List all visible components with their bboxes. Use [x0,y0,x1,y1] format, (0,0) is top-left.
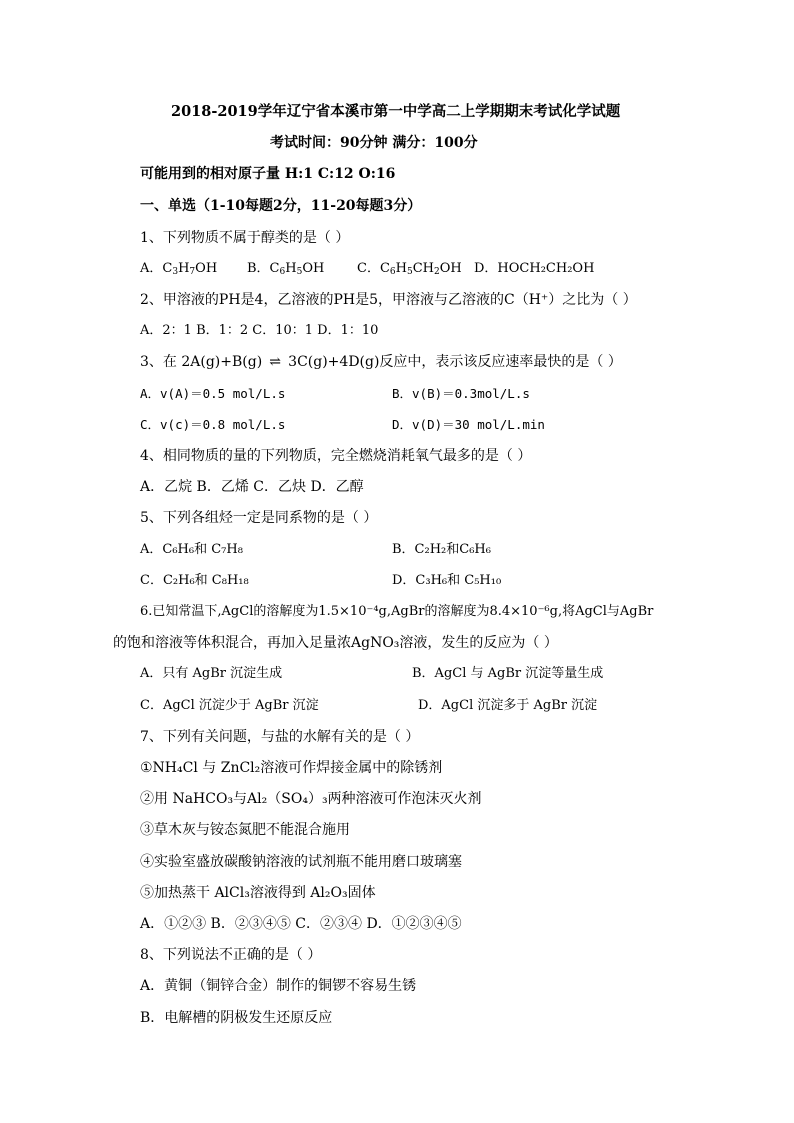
question-7-item-3: ③草木灰与铵态氮肥不能混合施用 [140,822,350,838]
question-7-item-4: ④实验室盛放碳酸钠溶液的试剂瓶不能用磨口玻璃塞 [140,854,462,870]
question-1-option-a: A．$C_3H_7OH$ [140,261,218,277]
question-8-option-b: B．电解槽的阴极发生还原反应 [140,1010,333,1026]
question-1-stem: 1、下列物质不属于醇类的是（ ） [140,230,350,246]
atomic-masses: 可能用到的相对原子量 H:1 C:12 O:16 [140,166,396,182]
question-4-options: A．乙烷 B．乙烯 C．乙炔 D．乙醇 [140,479,364,495]
question-7-item-1: ①NH₄Cl 与 ZnCl₂溶液可作焊接金属中的除锈剂 [140,760,443,776]
question-3-option-a: A．v(A)＝0.5 mol/L.s [140,386,286,401]
question-6-stem-line-2: 的饱和溶液等体积混合，再加入足量浓AgNO₃溶液，发生的反应为（ ） [113,635,558,651]
question-7-stem: 7、下列有关问题，与盐的水解有关的是（ ） [140,729,420,745]
question-6-stem-line-1: 6.已知常温下,AgCl的溶解度为1.5×10⁻⁴g,AgBr的溶解度为8.4×10⁻⁶g,将AgCl与AgBr [140,604,654,619]
question-1-option-b: B．$C_6H_5OH$ [247,261,325,277]
question-4-stem: 4、相同物质的量的下列物质，完全燃烧消耗氧气最多的是（ ） [140,448,532,464]
question-7-item-5: ⑤加热蒸干 AlCl₃溶液得到 Al₂O₃固体 [140,885,376,901]
equilibrium-arrow-icon: ⇌ [269,354,282,370]
question-7-options: A．①②③ B．②③④⑤ C．②③④ D．①②③④⑤ [140,916,462,932]
question-5-option-a: A．C₆H₆和 C₇H₈ [140,542,243,557]
question-5-option-b: B．C₂H₂和C₆H₆ [392,542,491,557]
question-3-option-d: D．v(D)＝30 mol/L.min [392,417,545,432]
question-6-option-c: C．AgCl 沉淀少于 AgBr 沉淀 [140,698,319,713]
question-5-option-d: D．C₃H₆和 C₅H₁₀ [392,573,502,588]
section-heading: 一、单选（1-10每题2分，11-20每题3分） [140,198,422,214]
question-3-option-b: B．v(B)＝0.3mol/L.s [392,386,530,401]
question-6-option-b: B．AgCl 与 AgBr 沉淀等量生成 [412,666,604,681]
exam-subtitle: 考试时间：90分钟 满分：100分 [270,135,478,151]
question-5-option-c: C．C₂H₆和 C₈H₁₈ [140,573,249,588]
question-6-option-d: D．AgCl 沉淀多于 AgBr 沉淀 [418,698,598,713]
question-6-option-a: A．只有 AgBr 沉淀生成 [140,666,283,681]
question-7-item-2: ②用 NaHCO₃与Al₂（SO₄）₃两种溶液可作泡沫灭火剂 [140,791,482,807]
question-2-options: A．2：1 B．1：2 C．10：1 D．1：10 [140,323,379,338]
question-8-option-a: A．黄铜（铜锌合金）制作的铜锣不容易生锈 [140,978,417,994]
question-3-option-c: C．v(c)＝0.8 mol/L.s [140,417,286,432]
question-8-stem: 8、下列说法不正确的是（ ） [140,947,322,963]
question-3-stem: 3、在 2A(g)+B(g) ⇌ 3C(g)+4D(g)反应中，表示该反应速率最快的是（ ） [140,354,622,370]
exam-title: 2018-2019学年辽宁省本溪市第一中学高二上学期期末考试化学试题 [171,103,621,120]
question-1-option-d: D．HOCH₂CH₂OH [474,261,595,276]
question-1-option-c: C．$C_6H_5CH_2OH$ [357,261,462,277]
question-2-stem: 2、甲溶液的PH是4，乙溶液的PH是5，甲溶液与乙溶液的C（H⁺）之比为（ ） [140,292,637,308]
question-5-stem: 5、下列各组烃一定是同系物的是（ ） [140,510,378,526]
